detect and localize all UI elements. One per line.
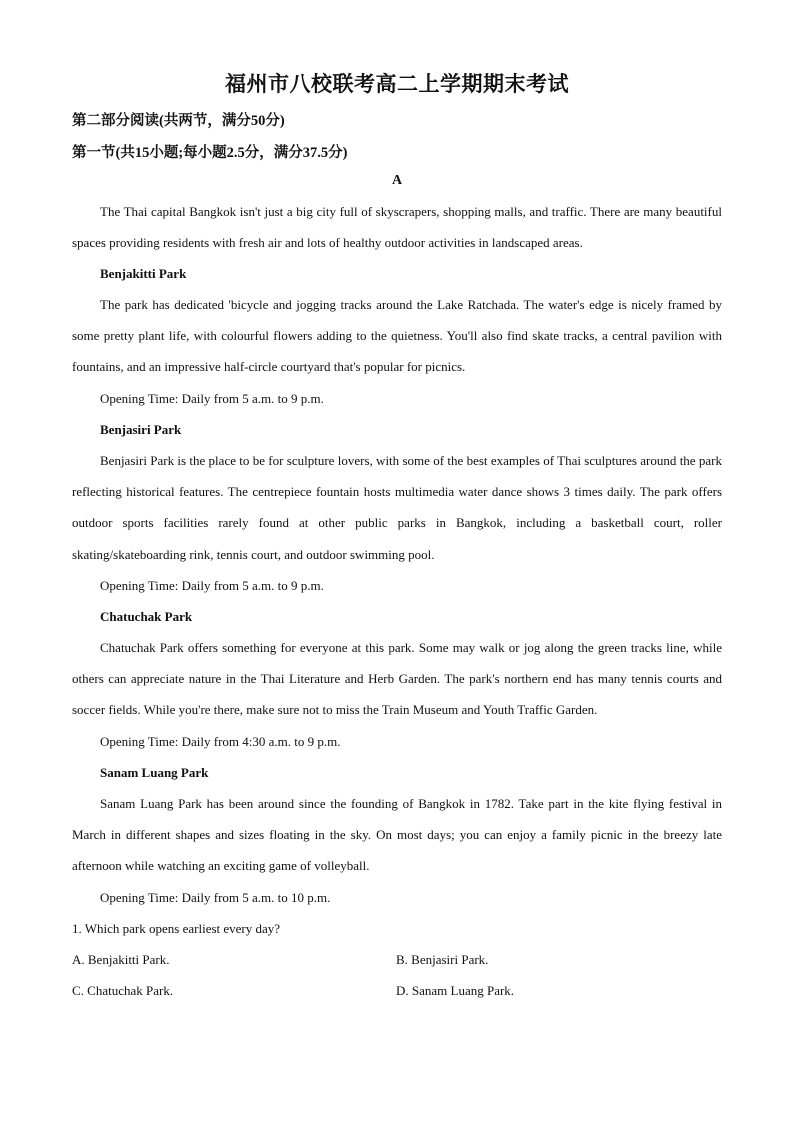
question-1-stem: 1. Which park opens earliest every day? (72, 921, 281, 936)
park-text-chatuchak: Chatuchak Park offers something for everyone at this park. Some may walk or jog along the green tracks line, while others can appreciate nature in the Thai Literature and Herb Garden. The park's northern end has many tennis courts and soccer fields. While you're there, make sure not to miss the Train Museum and Youth Traffic Garden. (72, 640, 722, 718)
intro-paragraph: The Thai capital Bangkok isn't just a big city full of skyscrapers, shopping malls, and traffic. There are many beautiful spaces providing residents with fresh air and lots of healthy outdoor activities in landscaped areas. (72, 204, 722, 251)
park-hours-sanam-luang: Opening Time: Daily from 5 a.m. to 10 p.m. (100, 890, 331, 905)
park-heading-benjakitti: Benjakitti Park (100, 266, 187, 281)
section-part-heading: 第二部分阅读(共两节，满分50分) (72, 113, 285, 129)
park-text-benjasiri: Benjasiri Park is the place to be for sculpture lovers, with some of the best examples of Thai sculptures around the park reflecting historical features. The centrepiece fountain hosts multimedia water dance shows 3 times daily. The park offers outdoor sports facilities rarely found at other public parks in Bangkok, including a basketball court, roller skating/skateboarding rink, tennis court, and outdoor swimming pool. (72, 453, 722, 562)
question-1-option-b: B. Benjasiri Park. (396, 952, 489, 967)
park-text-sanam-luang: Sanam Luang Park has been around since the founding of Bangkok in 1782. Take part in the kite flying festival in March in different shapes and sizes floating in the sky. On most days; you can enjoy a family picnic in the breezy late afternoon while watching an exciting game of volleyball. (72, 796, 722, 874)
park-hours-benjakitti: Opening Time: Daily from 5 a.m. to 9 p.m. (100, 391, 324, 406)
question-1-option-d: D. Sanam Luang Park. (396, 983, 515, 998)
exam-title: 福州市八校联考高二上学期期末考试 (225, 72, 569, 96)
park-text-benjakitti: The park has dedicated 'bicycle and jogging tracks around the Lake Ratchada. The water's edge is nicely framed by some pretty plant life, with colourful flowers adding to the quietness. You'll also find skate tracks, a central pavilion with fountains, and an impressive half-circle courtyard that's popular for picnics. (72, 297, 722, 375)
question-1-option-a: A. Benjakitti Park. (72, 952, 170, 967)
park-heading-benjasiri: Benjasiri Park (100, 422, 182, 437)
park-heading-sanam-luang: Sanam Luang Park (100, 765, 209, 780)
park-heading-chatuchak: Chatuchak Park (100, 609, 193, 624)
passage-label: A (391, 173, 403, 188)
question-1-option-c: C. Chatuchak Park. (72, 983, 174, 998)
park-hours-benjasiri: Opening Time: Daily from 5 a.m. to 9 p.m. (100, 578, 324, 593)
section-one-heading: 第一节(共15小题;每小题2.5分，满分37.5分) (72, 145, 348, 161)
park-hours-chatuchak: Opening Time: Daily from 4:30 a.m. to 9 p.m. (100, 734, 341, 749)
